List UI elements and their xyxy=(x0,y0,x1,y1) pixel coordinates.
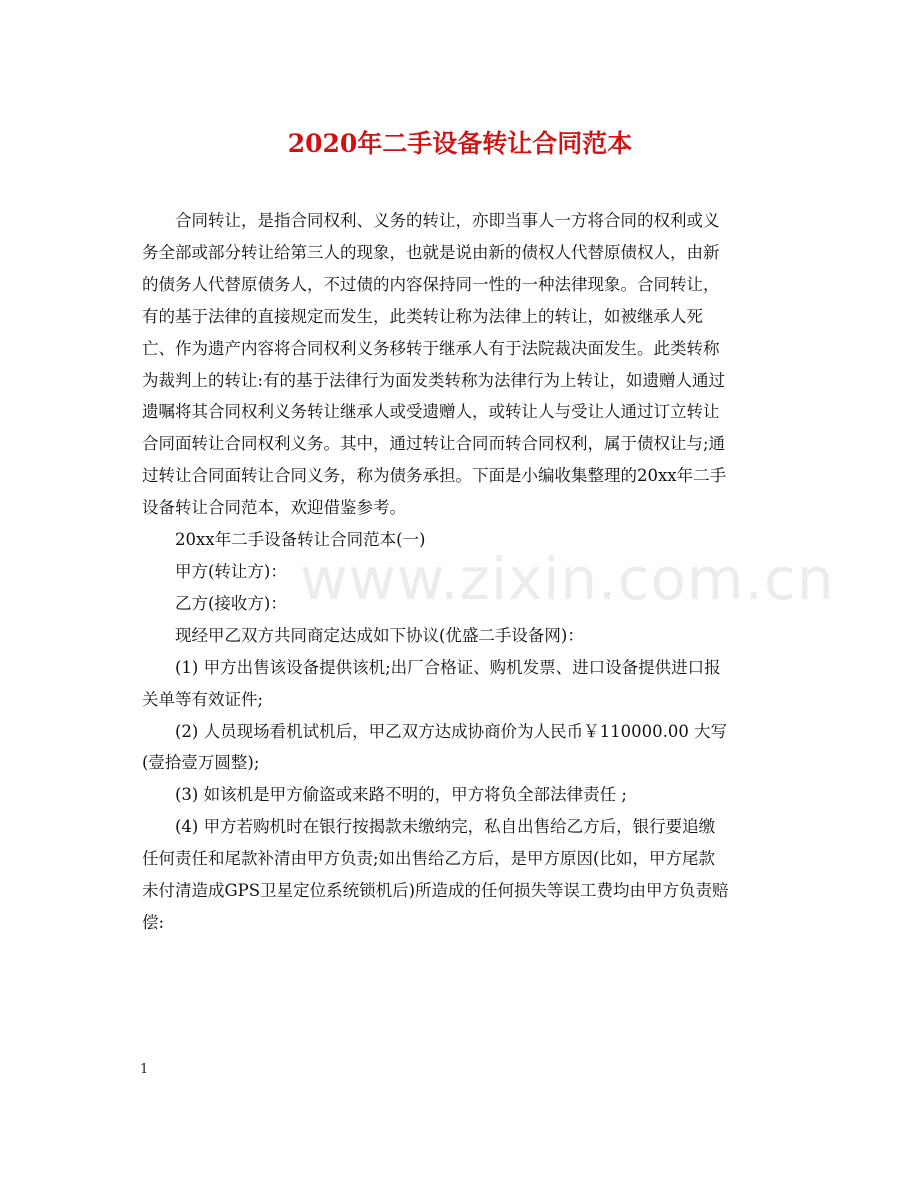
page-number: 1 xyxy=(140,1062,149,1077)
intro-line: 有的基于法律的直接规定而发生，此类转让称为法律上的转让，如被继承人死 xyxy=(142,306,703,326)
clause-line: (2) 人员现场看机试机后，甲乙双方达成协商价为人民币￥110000.00 大写 xyxy=(175,721,728,741)
intro-line: 为裁判上的转让:有的基于法律行为面发类转称为法律行为上转让，如遗赠人通过 xyxy=(142,370,726,390)
watermark: www.zixin.com.cn xyxy=(300,545,835,613)
intro-line: 的债务人代替原债务人，不过债的内容保持同一性的一种法律现象。合同转让， xyxy=(142,274,720,294)
clause-2 xyxy=(142,716,782,780)
clause-4 xyxy=(142,811,782,939)
party-a-label: 甲方(转让方)： xyxy=(175,561,287,581)
clause-3 xyxy=(142,779,782,811)
clause-line: (4) 甲方若购机时在银行按揭款未缴纳完，私自出售给乙方后，银行要追缴 xyxy=(175,817,716,837)
clause-line: 任何责任和尾款补清由甲方负责;如出售给乙方后，是甲方原因(比如，甲方尾款 xyxy=(142,849,715,869)
intro-paragraph xyxy=(142,205,782,524)
clause-line: (1) 甲方出售该设备提供该机;出厂合格证、购机发票、进口设备提供进口报 xyxy=(175,657,721,677)
intro-line: 合同面转让合同权利义务。其中，通过转让合同而转合同权利，属于债权让与;通 xyxy=(142,434,726,454)
intro-line: 遗嘱将其合同权利义务转让继承人或受遗赠人，或转让人与受让人通过订立转让 xyxy=(142,402,720,422)
page-title: 2020年二手设备转让合同范本 xyxy=(287,129,633,158)
intro-line: 过转让合同面转让合同义务，称为债务承担。下面是小编收集整理的20xx年二手 xyxy=(142,466,727,486)
clause-line: 未付清造成GPS卫星定位系统锁机后)所造成的任何损失等误工费均由甲方负责赔 xyxy=(142,881,729,901)
section-heading: 20xx年二手设备转让合同范本(一) xyxy=(175,530,426,550)
clause-line: 关单等有效证件; xyxy=(142,689,264,709)
document-body xyxy=(142,205,782,939)
intro-line: 合同转让，是指合同权利、义务的转让，亦即当事人一方将合同的权利或义 xyxy=(175,211,720,230)
intro-line: 设备转让合同范本，欢迎借鉴参考。 xyxy=(142,498,406,518)
intro-line: 亡、作为遗产内容将合同权利义务移转于继承人有于法院裁决面发生。此类转称 xyxy=(142,338,720,358)
clause-1 xyxy=(142,652,782,716)
clause-line: (3) 如该机是甲方偷盗或来路不明的，甲方将负全部法律责任 ; xyxy=(175,785,627,805)
intro-line: 务全部或部分转让给第三人的现象，也就是说由新的债权人代替原债权人，由新 xyxy=(142,242,720,262)
clause-line: (壹拾壹万圆整); xyxy=(142,753,260,773)
party-b-label: 乙方(接收方)： xyxy=(175,593,287,613)
clause-line: 偿: xyxy=(142,912,165,932)
agreement-intro: 现经甲乙双方共同商定达成如下协议(优盛二手设备网)： xyxy=(175,625,584,645)
